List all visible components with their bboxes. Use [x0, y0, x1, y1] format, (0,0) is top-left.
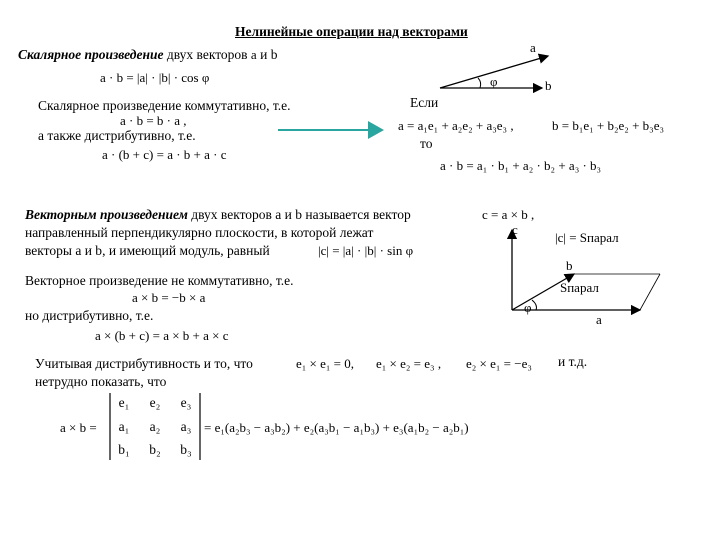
vector-line3-end: , и имеющий модуль, равный [102, 243, 270, 258]
scalar-term: Скалярное произведение [18, 47, 164, 62]
if-word: Если [410, 95, 439, 110]
scalar-and: и [260, 47, 268, 62]
basis-text2: нетрудно показать, что [35, 374, 167, 389]
vector-noncomm-text: Векторное произведение не коммутативно, т.е. [25, 273, 294, 288]
coord-b: b = b₁e₁ + b₂e₂ + b₃e₃ [552, 118, 664, 133]
vector-noncomm-formula: a × b = −b × a [132, 290, 206, 305]
vector-fig-label-s: Sпарал [560, 280, 599, 295]
vector-area-formula: |c| = Sпарал [555, 230, 619, 245]
vector-distr-text: но дистрибутивно, т.е. [25, 308, 154, 323]
coord-a: a = a₁e₁ + a₂e₂ + a₃e₃ , [398, 118, 514, 133]
then-word: то [420, 136, 433, 151]
scalar-vec-a: a [250, 47, 257, 62]
page-title: Нелинейные операции над векторами [235, 24, 468, 39]
vector-line3-start: векторы [25, 243, 72, 258]
basis-etc: и т.д. [558, 354, 588, 369]
det-cell-1-1: a₂ [149, 419, 161, 434]
vector-fig-label-b: b [566, 258, 573, 273]
scalar-distributive-text: а также дистрибутивно, т.е. [38, 128, 196, 143]
scalar-distributive-formula: a · (b + c) = a · b + a · c [102, 147, 227, 162]
vector-definition-line1: Векторным произведением двух векторов a и b называется вектор [25, 207, 411, 222]
det-cell-1-2: a₃ [180, 419, 192, 434]
scalar-vec-b: b [270, 47, 278, 62]
dot-result: a · b = a₁ · b₁ + a₂ · b₂ + a₃ · b₃ [440, 158, 602, 173]
det-cell-2-2: b₃ [180, 442, 192, 457]
vector-fig-label-phi: φ [524, 300, 532, 315]
det-cell-0-0: e₁ [118, 395, 130, 410]
vector-modulus-formula: |c| = |a| · |b| · sin φ [318, 243, 414, 258]
det-cell-2-0: b₁ [118, 442, 130, 457]
scalar-def-rest: двух векторов [163, 47, 248, 62]
scalar-fig-label-phi: φ [490, 74, 498, 89]
vector-line3: векторы a и b, и имеющий модуль, равный [25, 243, 270, 258]
vector-distr-formula: a × (b + c) = a × b + a × c [95, 328, 229, 343]
vector-fig-label-c: c [512, 222, 518, 237]
scalar-commutative-formula: a · b = b · a , [120, 113, 187, 128]
det-cell-1-0: a₁ [118, 419, 130, 434]
det-lhs: a × b = [60, 420, 97, 435]
scalar-formula: a · b = |a| · |b| · cos φ [100, 70, 210, 85]
det-cell-2-1: b₂ [149, 442, 161, 457]
basis-f3: e₂ × e₁ = −e₃ [466, 356, 532, 371]
vector-angle-arc [532, 300, 537, 310]
basis-f1: e₁ × e₁ = 0, [296, 356, 355, 371]
basis-f2: e₁ × e₂ = e₃ , [376, 356, 442, 371]
vector-fig-label-a: a [596, 312, 602, 327]
vector-def-line1-end: называется вектор [305, 207, 411, 222]
basis-text1: Учитывая дистрибутивность и то, что [35, 356, 253, 371]
vector-def-line1: двух векторов [187, 207, 272, 222]
scalar-commutative-text: Скалярное произведение коммутативно, т.е. [38, 98, 291, 113]
vector-term: Векторным произведением [25, 207, 188, 222]
scalar-angle-arc [478, 78, 481, 88]
parallelogram-side [640, 274, 660, 310]
if-arrow-head [368, 121, 384, 139]
scalar-fig-label-a: a [530, 40, 536, 55]
vector-def-formula: c = a × b , [482, 207, 535, 222]
det-cell-0-2: e₃ [180, 395, 192, 410]
det-cell-0-1: e₂ [149, 395, 161, 410]
det-expansion: = e₁(a₂b₃ − a₃b₂) + e₂(a₃b₁ − a₁b₃) + e₃(a₁b₂ − a₂b₁) [204, 420, 469, 435]
scalar-fig-label-b: b [545, 78, 552, 93]
vector-line2: направленный перпендикулярно плоскости, в которой лежат [25, 225, 374, 240]
